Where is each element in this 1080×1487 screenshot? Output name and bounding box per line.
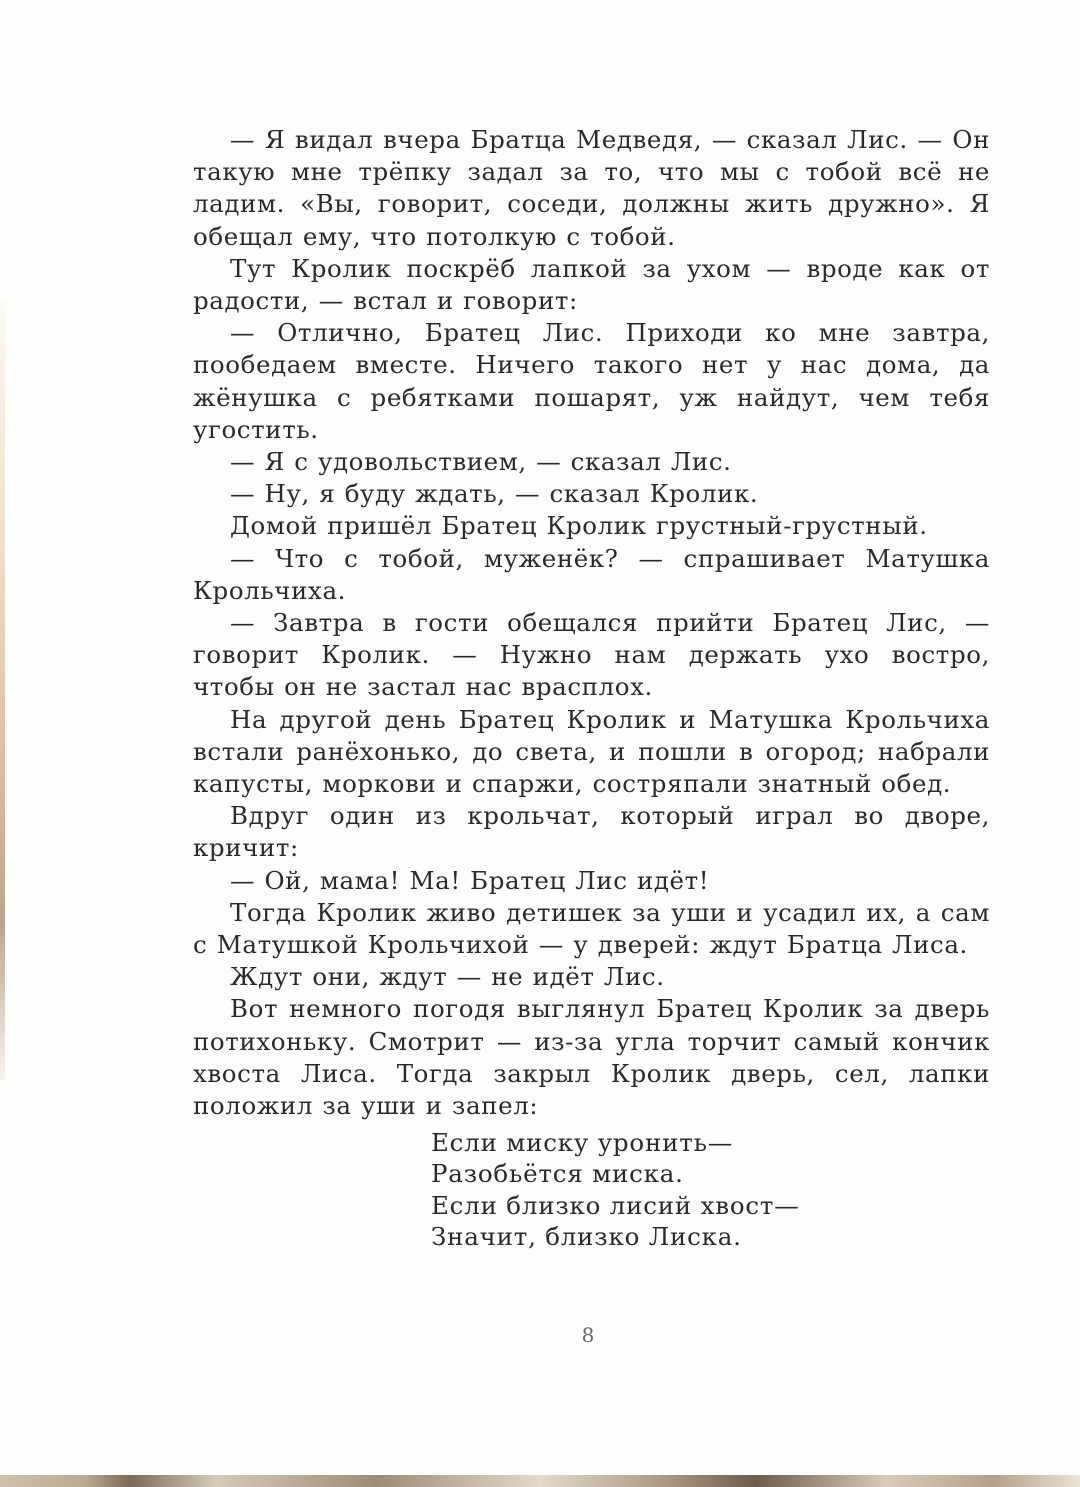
page-number: 8 xyxy=(581,1323,595,1347)
paragraph-9: На другой день Братец Кролик и Матушка Крольчиха встали ранёхонько, до света, и пошли в огород; набрали капусты, моркови и спаржи, состряпали знатный обед. xyxy=(193,704,990,799)
poem-line-4: Значит, близко Лиска. xyxy=(431,1221,742,1251)
paragraph-7: — Что с тобой, муженёк? — спрашивает Матушка Крольчиха. xyxy=(193,543,990,605)
paragraph-10: Вдруг один из крольчат, который играл во дворе, кричит: xyxy=(193,801,990,863)
paragraph-13: Ждут они, ждут — не идёт Лис. xyxy=(230,962,665,992)
paragraph-6: Домой пришёл Братец Кролик грустный-грустный. xyxy=(230,511,928,541)
page-edge-bottom xyxy=(0,1475,1080,1487)
poem-verse xyxy=(431,1127,800,1252)
paragraph-2: Тут Кролик поскрёб лапкой за ухом — вроде как от радости, — встал и говорит: xyxy=(193,253,990,316)
poem-line-1: Если миску уронить— xyxy=(431,1128,734,1157)
poem-line-3: Если близко лисий хвост— xyxy=(431,1190,800,1220)
paragraph-3: — Отлично, Братец Лис. Приходи ко мне завтра, пообедаем вместе. Ничего такого нет у нас дома, да жёнушка с ребятками пошарят, уж найдут, чем тебя угостить. xyxy=(193,318,990,444)
paragraph-14: Вот немного погодя выглянул Братец Кролик за дверь потихоньку. Смотрит — из-за угла торчит самый кончик хвоста Лиса. Тогда закрыл Кролик дверь, сел, лапки положил за уши и запел: xyxy=(193,994,990,1121)
poem-line-2: Разобьётся миска. xyxy=(431,1159,684,1189)
paragraph-12: Тогда Кролик живо детишек за уши и усадил их, а сам с Матушкой Крольчихой — у дверей: ждут Братца Лиса. xyxy=(193,897,990,960)
page-edge-left xyxy=(0,300,5,1080)
paragraph-1: — Я видал вчера Братца Медведя, — сказал Лис. — Он такую мне трёпку задал за то, что мы с тобой всё не ладим. «Вы, говорит, соседи, должны жить дружно». Я обещал ему, что потолкую с тобой. xyxy=(193,125,990,251)
paragraph-11: — Ой, мама! Ма! Братец Лис идёт! xyxy=(230,865,710,895)
paragraph-5: — Ну, я буду ждать, — сказал Кролик. xyxy=(230,479,759,509)
story-text xyxy=(193,124,990,1122)
paragraph-8: — Завтра в гости обещался прийти Братец Лис, — говорит Кролик. — Нужно нам держать ухо востро, чтобы он не застал нас врасплох. xyxy=(193,608,990,702)
paragraph-4: — Я с удовольствием, — сказал Лис. xyxy=(230,447,732,477)
